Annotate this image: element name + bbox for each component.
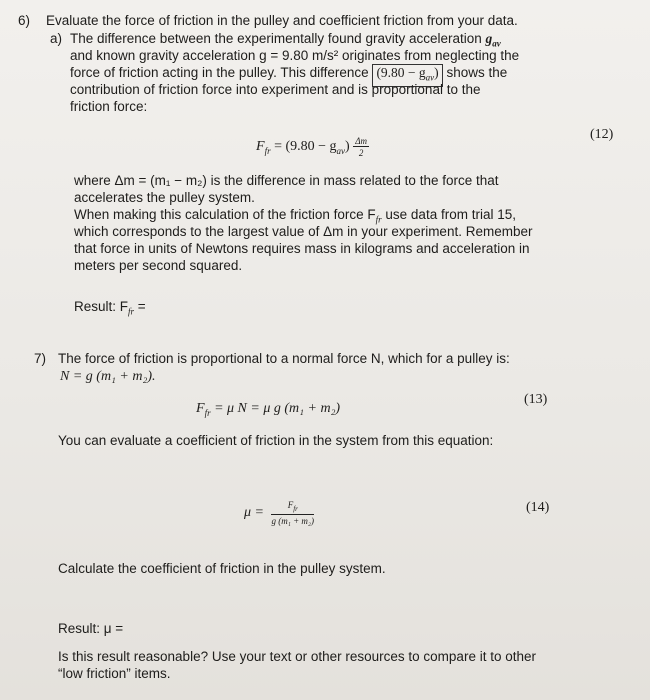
result-coefficient: Result: μ = xyxy=(58,621,124,636)
eq14-num-f: F xyxy=(287,500,294,510)
eq13-sub: fr xyxy=(204,407,211,418)
eq12-lhs-sub: fr xyxy=(264,146,271,157)
eq14-fraction-numerator xyxy=(271,500,314,515)
where-line-2: accelerates the pulley system. xyxy=(74,190,255,205)
result-friction-sub: fr xyxy=(128,306,135,317)
eq14-lhs: μ = xyxy=(244,505,264,521)
equation-13 xyxy=(196,401,340,418)
coefficient-intro: You can evaluate a coefficient of friction in the system from this equation: xyxy=(58,433,494,448)
where-line-3-sub: fr xyxy=(375,214,382,225)
part-a-line-1-text: The difference between the experimentally found gravity acceleration xyxy=(70,31,482,46)
eq12-fraction-denominator: 2 xyxy=(358,148,364,158)
where-line-4: which corresponds to the largest value of Δm in your experiment. Remember xyxy=(74,224,533,239)
part-a-line-3-text: force of friction acting in the pulley. This difference xyxy=(70,65,369,80)
gav-symbol xyxy=(485,31,501,49)
equation-14-number: (14) xyxy=(526,500,550,515)
equation-12 xyxy=(256,136,369,158)
eq12-lhs: F xyxy=(256,139,265,155)
eq12-rhs: = (9.80 − g xyxy=(274,139,337,155)
eq14-num-sub: fr xyxy=(293,504,298,513)
eq14-fraction-denominator: g (m₁ + m₂) xyxy=(271,515,315,526)
eq13-rhs: = μ N = μ g (m₁ + m₂) xyxy=(210,401,341,416)
where-line-6: meters per second squared. xyxy=(74,258,243,273)
eq14-fraction xyxy=(271,500,314,526)
where-line-1: where Δm = (m₁ − m₂) is the difference in mass related to the force that xyxy=(74,173,499,188)
difference-box-sub: av xyxy=(425,72,435,83)
calculate-instruction: Calculate the coefficient of friction in the pulley system. xyxy=(58,561,386,576)
result-friction-force xyxy=(74,298,146,321)
part-a-line-2: and known gravity acceleration g = 9.80 m/s² originates from neglecting the xyxy=(70,48,520,63)
where-line-3-text: When making this calculation of the friction force F xyxy=(74,207,376,222)
gav-g: g xyxy=(485,31,493,46)
part-a-line-4: contribution of friction force into experiment and is proportional to the xyxy=(70,82,481,97)
question-7-heading: The force of friction is proportional to a normal force N, which for a pulley is: xyxy=(58,351,510,366)
part-a-line-3-end: shows the xyxy=(446,65,508,80)
equation-13-number: (13) xyxy=(524,392,548,407)
normal-force-equation: N = g (m₁ + m₂). xyxy=(60,369,156,384)
eq12-rhs-close: ) xyxy=(345,139,350,155)
equation-14 xyxy=(244,500,314,526)
eq12-fraction-numerator: Δm xyxy=(355,136,367,146)
equation-12-number: (12) xyxy=(590,127,614,142)
part-a-label: a) xyxy=(50,31,63,46)
eq12-fraction xyxy=(353,136,369,158)
eq13-f: F xyxy=(196,401,205,416)
gav-sub: av xyxy=(492,38,501,49)
difference-box-text: (9.80 − g xyxy=(376,65,426,80)
where-line-3-end: use data from trial 15, xyxy=(381,207,516,222)
question-6-number: 6) xyxy=(18,13,31,28)
result-friction-label: Result: F xyxy=(74,299,129,314)
where-line-5: that force in units of Newtons requires mass in kilograms and acceleration in xyxy=(74,241,530,256)
eq12-rhs-sub: av xyxy=(336,146,346,157)
difference-box-close: ) xyxy=(434,65,439,80)
part-a-line-5: friction force: xyxy=(70,99,148,114)
reasonable-question-line-1: Is this result reasonable? Use your text or other resources to compare it to other xyxy=(58,649,536,664)
result-friction-equals: = xyxy=(134,299,146,314)
question-7-number: 7) xyxy=(34,351,47,366)
question-6-heading: Evaluate the force of friction in the pulley and coefficient friction from your data. xyxy=(46,13,518,28)
reasonable-question-line-2: “low friction” items. xyxy=(58,666,171,681)
